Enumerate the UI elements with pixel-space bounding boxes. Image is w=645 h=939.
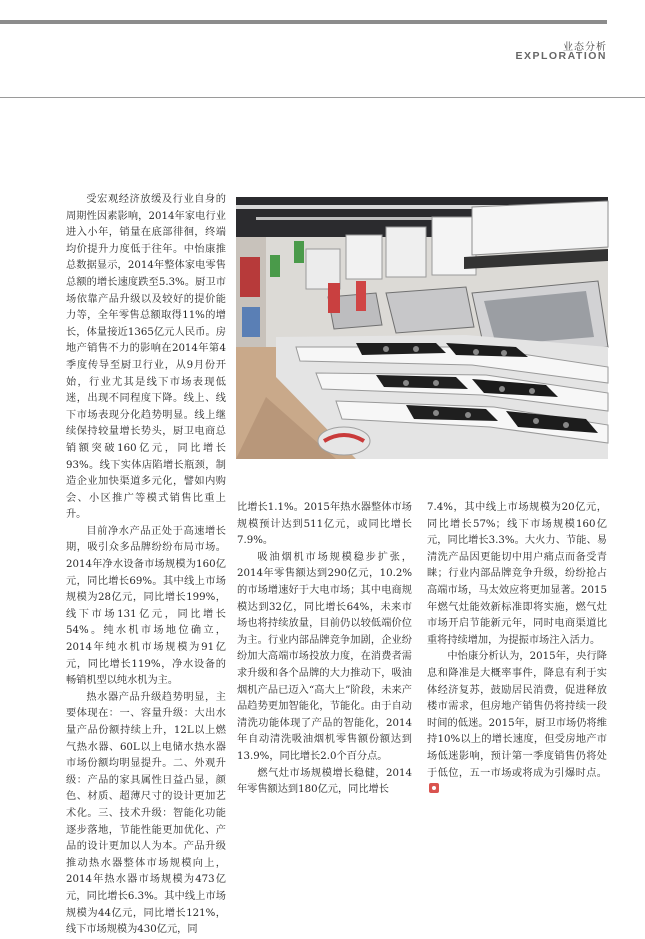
header-divider — [0, 97, 645, 98]
article-column-3 — [427, 500, 607, 799]
store-photo-illustration — [236, 197, 608, 459]
article-paragraph: 目前净水产品正处于高速增长期，吸引众多品牌纷纷布局市场。2014年净水设备市场规模为160亿元，同比增长69%。其中线上市场规模为28亿元，同比增长199%，线下市场131亿元，同比增长54%。纯水机市场地位确立，2014年纯水机市场规模为91亿元，同比增长119%，净水设备的畅销机型以纯水机为主。 — [66, 525, 226, 687]
article-paragraph: 热水器产品升级趋势明显，主要体现在：一、容量升级：大出水量产品份额持续上升，12L以上燃气热水器、60L以上电储水热水器市场份额均明显提升。二、外观升级：产品的家具属性日益凸显，颜色、材质、超薄尺寸的设计更加艺术化。三、技术升级：智能化功能逐步落地，节能性能更加优化、产品的设计更加以人为本。产品升级推动热水器整体市场规模向上，2014年热水器市场规模为473亿元，同比增长6.3%。其中线上市场规模为44亿元，同比增长121%，线下市场规模为430亿元，同 — [66, 691, 226, 936]
article-paragraph-text: 中怡康分析认为，2015年，央行降息和降准是大概率事件，降息有利于实体经济复苏，鼓励居民消费，促进释放楼市需求，但房地产销售仍将持续一段时间的低迷。2015年，厨卫市场仍将维持10%以上的增长速度，但受房地产市场低迷影响，预计第一季度销售仍将处于低位，五一市场或将成为引爆时点。 — [427, 651, 607, 779]
article-paragraph: 燃气灶市场规模增长稳健，2014年零售额达到180亿元，同比增长 — [237, 767, 412, 796]
article-paragraph: 7.4%，其中线上市场规模为20亿元，同比增长57%；线下市场规模160亿元，同比增长3.3%。大火力、节能、易清洗产品因更能切中用户痛点而备受青睐；行业内部品牌竞争升级，纷纷抢占高端市场，马太效应将更加显著。2015年燃气灶能效新标准即将实施，燃气灶市场开启节能新元年，同时电商渠道比重将持续增加，为提振市场注入活力。 — [427, 502, 607, 646]
store-photo — [236, 197, 608, 459]
article-paragraph: 吸油烟机市场规模稳步扩张，2014年零售额达到290亿元，10.2%的市场增速好于大电市场；其中电商规模达到32亿，同比增长64%，未来市场也将持续放量，目前仍以较低端价位为主。行业内部品牌竞争加剧，企业纷纷加大高端市场投放力度，在消费者需求升级和各个品牌的大力推动下，吸油烟机产品已迈入“高大上”阶段，未来产品趋势更加智能化，节能化。由于自动清洗功能体现了产品的智能化，2014年自动清洗吸油烟机零售额份额达到13.9%，同比增长2.0个百分点。 — [237, 551, 412, 762]
article-column-2 — [237, 500, 412, 799]
article-paragraph — [427, 649, 607, 798]
article-paragraph: 受宏观经济放缓及行业自身的周期性因素影响，2014年家电行业进入小年，销量在底部徘徊，终端均价提升力度低于往年。中怡康推总数据显示，2014年整体家电零售总额的增长速度跌至5.3%。厨卫市场依靠产品升级以及较好的提价能力等，全年零售总额取得11%的增长，体量接近1365亿元人民币。房地产销售不力的影响在2014年第4季度传导至厨卫行业，从9月份开始，行业尤其是线下市场表现低迷，出现不同程度下降。线上、线下市场表现分化趋势明显。线上继续保持较量增长势头，厨卫电商总销额突破160亿元，同比增长93%。线下实体店陷增长瓶颈，制造企业加快渠道多元化，譬如内购会、小区推广等模式销售比重上升。 — [66, 194, 226, 521]
section-title-cn: 业态分析 — [563, 42, 607, 53]
header-top-bar — [0, 20, 607, 24]
article-end-icon — [429, 783, 439, 793]
article-paragraph: 比增长1.1%。2015年热水器整体市场规模预计达到511亿元，或同比增长7.9%。 — [237, 502, 412, 547]
section-title-en: EXPLORATION — [515, 50, 607, 62]
article-column-1 — [66, 192, 226, 939]
